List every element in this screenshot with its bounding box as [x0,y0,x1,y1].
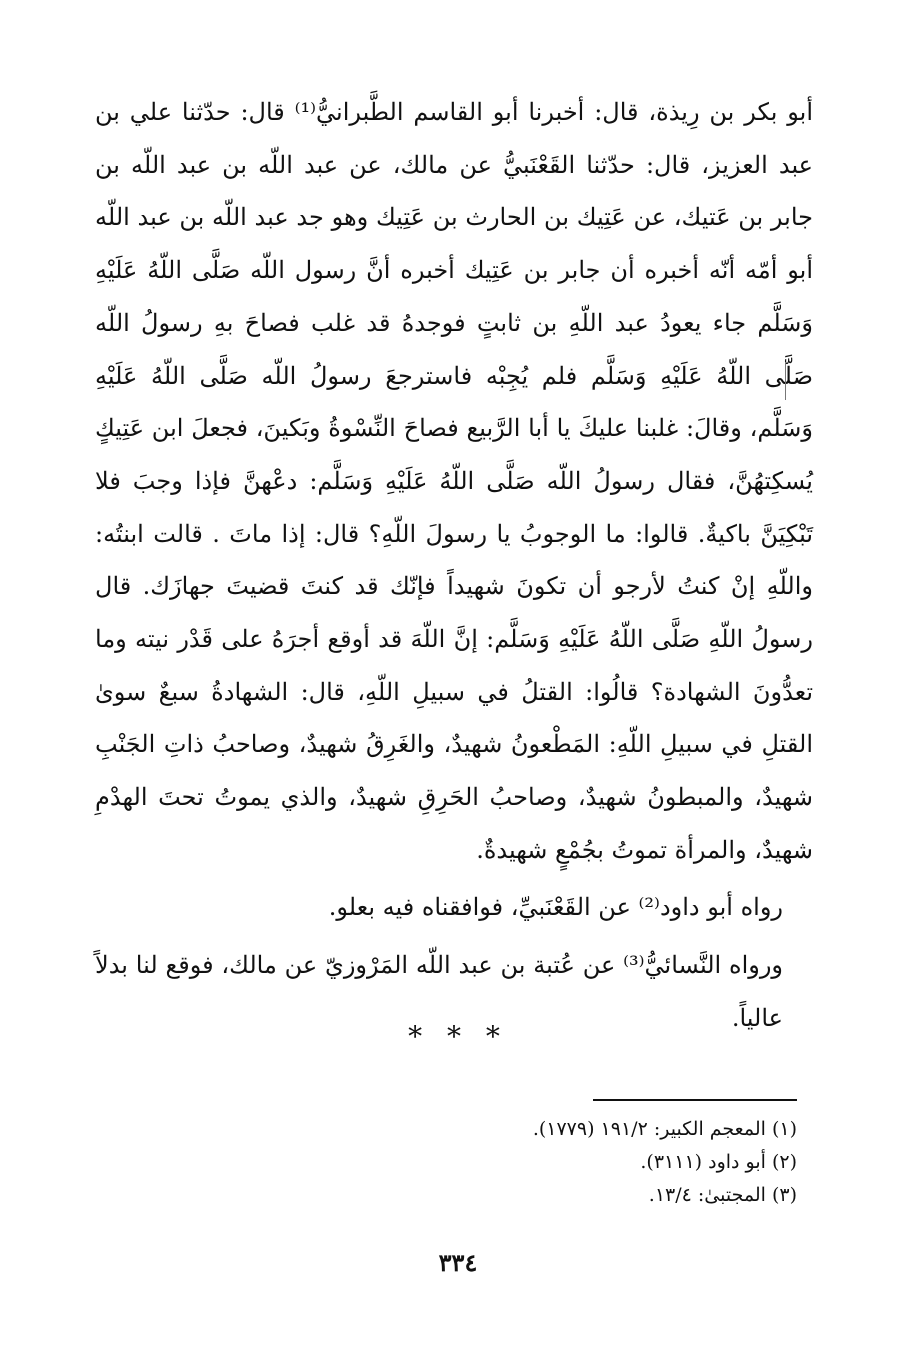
margin-mark [785,362,786,400]
footnote-2: (٢) أبو داود (٣١١١). [640,1151,797,1173]
hadith-paragraph: أبو بكر بن رِيذة، قال: أخبرنا أبو القاسم الطَّبرانيُّ⁽¹⁾ قال: حدّثنا علي بن عبد العزيز، قال: حدّثنا القَعْنَبيُّ عن مالك، عن عبد اللّه بن عبد اللّه بن جابر بن عَتيك، عن عَتِيك بن الحارث بن عَتِيك وهو جد عبد اللّه بن عبد اللّه أبو أمّه أنّه أخبره أن جابر بن عَتِيك أخبره أنَّ رسول اللّه صَلَّى اللّهُ عَلَيْهِ وَسَلَّم جاء يعودُ عبد اللّهِ بن ثابتٍ فوجدهُ قد غلب فصاحَ بهِ رسولُ اللّه صَلَّى اللّهُ عَلَيْهِ وَسَلَّم فلم يُجِبْه فاسترجعَ رسولُ اللّه صَلَّى اللّهُ عَلَيْهِ وَسَلَّم، وقالَ: غلبنا عليكَ يا أبا الرَّبيع فصاحَ النِّسْوةُ وبَكينَ، فجعلَ ابن عَتِيكٍ يُسكِتهُنَّ، فقال رسولُ اللّه صَلَّى اللّهُ عَلَيْهِ وَسَلَّم: دعْهنَّ فإذا وجبَ فلا تَبْكِيَنَّ باكيةٌ. قالوا: ما الوجوبُ يا رسولَ اللّهِ؟ قال: إذا ماتَ . قالت ابنتُه: واللّهِ إنْ كنتُ لأرجو أن تكونَ شهيداً فإنّك قد كنتَ قضيتَ جهازَك. قال رسولُ اللّهِ صَلَّى اللّهُ عَلَيْهِ وَسَلَّم: إنَّ اللّهَ قد أوقع أجرَهُ على قَدْر نيته وما تعدُّونَ الشهادة؟ قالُوا: القتلُ في سبيلِ اللّهِ، قال: الشهادةُ سبعٌ سوىٰ القتلِ في سبيلِ اللّهِ: المَطْعونُ شهيدٌ، والغَرِقُ شهيدٌ، وصاحبُ ذاتِ الجَنْبِ شهيدٌ، والمبطونُ شهيدٌ، وصاحبُ الحَرِقِ شهيدٌ، والذي يموتُ تحتَ الهدْمِ شهيدٌ، والمرأة تموتُ بجُمْعٍ شهيدةٌ. [95,98,814,864]
footnotes [400,1113,797,1212]
body-text [95,86,813,1045]
narration-note-abu-dawud: رواه أبو داود⁽²⁾ عن القَعْنَبيِّ، فوافقناه فيه بعلو. [328,892,783,921]
footnote-1: (١) المعجم الكبير: ١٩١/٢ (١٧٧٩). [532,1118,797,1140]
narration-note-nasai: ورواه النَّسائيُّ⁽³⁾ عن عُتبة بن عبد اللّه المَرْوزيّ عن مالك، فوقع لنا بدلاً عالياً. [95,951,784,1032]
section-separator: * * * [408,1020,508,1053]
footnote-divider [593,1099,797,1101]
footnote-3: (٣) المجتبىٰ: ١٣/٤. [648,1184,797,1206]
page-number: ٣٣٤ [438,1248,478,1277]
